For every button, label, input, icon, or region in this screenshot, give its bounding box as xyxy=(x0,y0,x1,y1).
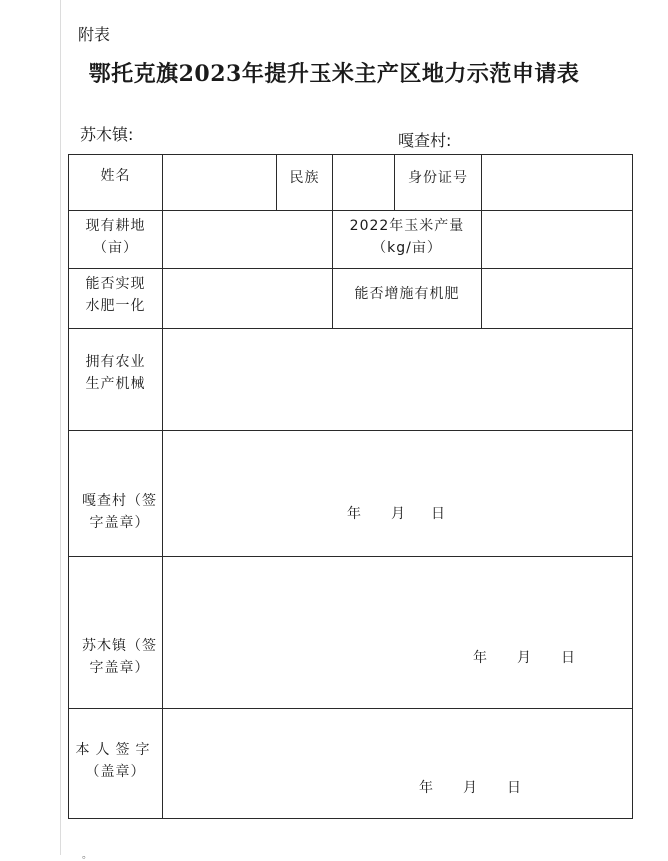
organic-fertilizer-label: 能否增施有机肥 xyxy=(333,269,482,329)
town-label: 苏木镇: xyxy=(80,125,134,144)
form-title: 鄂托克旗2023年提升玉米主产区地力示范申请表 xyxy=(88,61,580,87)
ethnicity-field[interactable] xyxy=(333,155,395,211)
footer-mark: 。 xyxy=(82,850,92,861)
land-label-line1: 现有耕地 xyxy=(85,218,146,234)
row-self-signature xyxy=(69,709,633,819)
machinery-label-line2: 生产机械 xyxy=(85,376,146,392)
name-field[interactable] xyxy=(163,155,277,211)
date-month: 月 xyxy=(391,506,405,522)
irrigation-label-line2: 水肥一化 xyxy=(85,298,146,314)
id-number-label: 身份证号 xyxy=(395,155,482,211)
date-day: 日 xyxy=(507,780,521,796)
town-signature-label-line1: 苏木镇（签 xyxy=(82,637,157,654)
land-label xyxy=(69,211,163,269)
date-month: 月 xyxy=(463,780,477,796)
self-signature-label-line1: 本人签字 xyxy=(75,742,156,758)
row-fertilizer xyxy=(69,269,633,329)
self-signature-field[interactable] xyxy=(163,709,633,819)
irrigation-label xyxy=(69,269,163,329)
village-label: 嘎查村: xyxy=(398,131,452,150)
town-signature-label-line2: 字盖章） xyxy=(89,659,150,676)
date-day: 日 xyxy=(431,506,445,522)
machinery-label-line1: 拥有农业 xyxy=(85,354,146,370)
attachment-label: 附表 xyxy=(78,25,111,44)
application-form-table xyxy=(68,154,633,819)
yield-label-line1: 2022年玉米产量 xyxy=(349,218,465,234)
ethnicity-label: 民族 xyxy=(277,155,333,211)
yield-label-line2: （kg/亩） xyxy=(372,240,442,256)
self-signature-label-line2: （盖章） xyxy=(85,764,146,780)
irrigation-label-line1: 能否实现 xyxy=(85,276,146,292)
town-signature-field[interactable] xyxy=(163,557,633,709)
machinery-field[interactable] xyxy=(163,329,633,431)
row-basic-info xyxy=(69,155,633,211)
village-signature-label-line1: 嘎查村（签 xyxy=(82,492,157,509)
row-machinery xyxy=(69,329,633,431)
name-label: 姓名 xyxy=(69,155,163,211)
row-town-signature xyxy=(69,557,633,709)
date-year: 年 xyxy=(419,780,433,796)
date-month: 月 xyxy=(517,650,531,666)
organic-fertilizer-field[interactable] xyxy=(482,269,633,329)
village-signature-label xyxy=(69,431,163,557)
irrigation-field[interactable] xyxy=(163,269,333,329)
page-fold-line xyxy=(60,0,61,855)
village-signature-label-line2: 字盖章） xyxy=(89,514,150,531)
id-number-field[interactable] xyxy=(482,155,633,211)
land-field[interactable] xyxy=(163,211,333,269)
village-signature-field[interactable] xyxy=(163,431,633,557)
land-label-line2: （亩） xyxy=(93,240,138,256)
town-signature-label xyxy=(69,557,163,709)
date-year: 年 xyxy=(473,650,487,666)
yield-field[interactable] xyxy=(482,211,633,269)
row-land-yield xyxy=(69,211,633,269)
row-village-signature xyxy=(69,431,633,557)
machinery-label xyxy=(69,329,163,431)
yield-label xyxy=(333,211,482,269)
date-year: 年 xyxy=(347,506,361,522)
self-signature-label xyxy=(69,709,163,819)
self-signature-date xyxy=(419,777,521,799)
town-signature-date xyxy=(473,647,575,669)
village-signature-date xyxy=(347,503,445,525)
date-day: 日 xyxy=(561,650,575,666)
